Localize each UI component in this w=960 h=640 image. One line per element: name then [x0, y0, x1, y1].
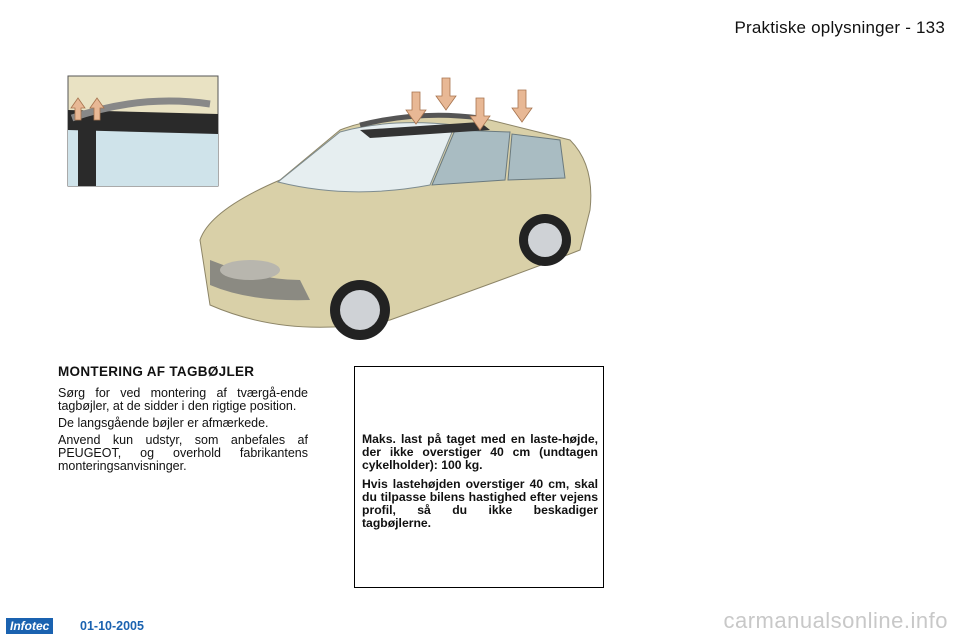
section-name: Praktiske oplysninger [734, 18, 901, 37]
header-separator: - [905, 18, 912, 37]
notice-paragraph: Maks. last på taget med en laste-højde, der ikke overstiger 40 cm (undtagen cykelholder): 100 kg. [362, 432, 598, 472]
paragraph: De langsgående bøjler er afmærkede. [58, 416, 269, 430]
paragraph: Anvend kun udstyr, som anbefales af PEUGEOT, og overhold fabrikantens monteringsanvisninger. [58, 433, 308, 473]
car-drawing [200, 78, 591, 340]
notice-text [362, 433, 598, 536]
page-number: 133 [916, 18, 945, 37]
instruction-text [58, 387, 308, 477]
footer-date: 01-10-2005 [80, 619, 144, 633]
notice-box [354, 366, 604, 588]
watermark: carmanualsonline.info [723, 608, 948, 633]
arrow-icon [512, 90, 532, 122]
roof-rack-illustration [60, 70, 620, 355]
infotec-badge: Infotec [6, 618, 53, 634]
notice-paragraph: Hvis lastehøjden overstiger 40 cm, skal du tilpasse bilens hastighed efter vejens profil, så du ikke beskadiger tagbøjlerne. [362, 477, 598, 530]
arrow-icon [436, 78, 456, 110]
roof-detail-inset [68, 76, 218, 186]
page-header [735, 18, 946, 38]
section-title: MONTERING AF TAGBØJLER [58, 364, 255, 379]
paragraph: Sørg for ved montering af tværgå-ende tagbøjler, at de sidder i den rigtige position. [58, 386, 308, 413]
